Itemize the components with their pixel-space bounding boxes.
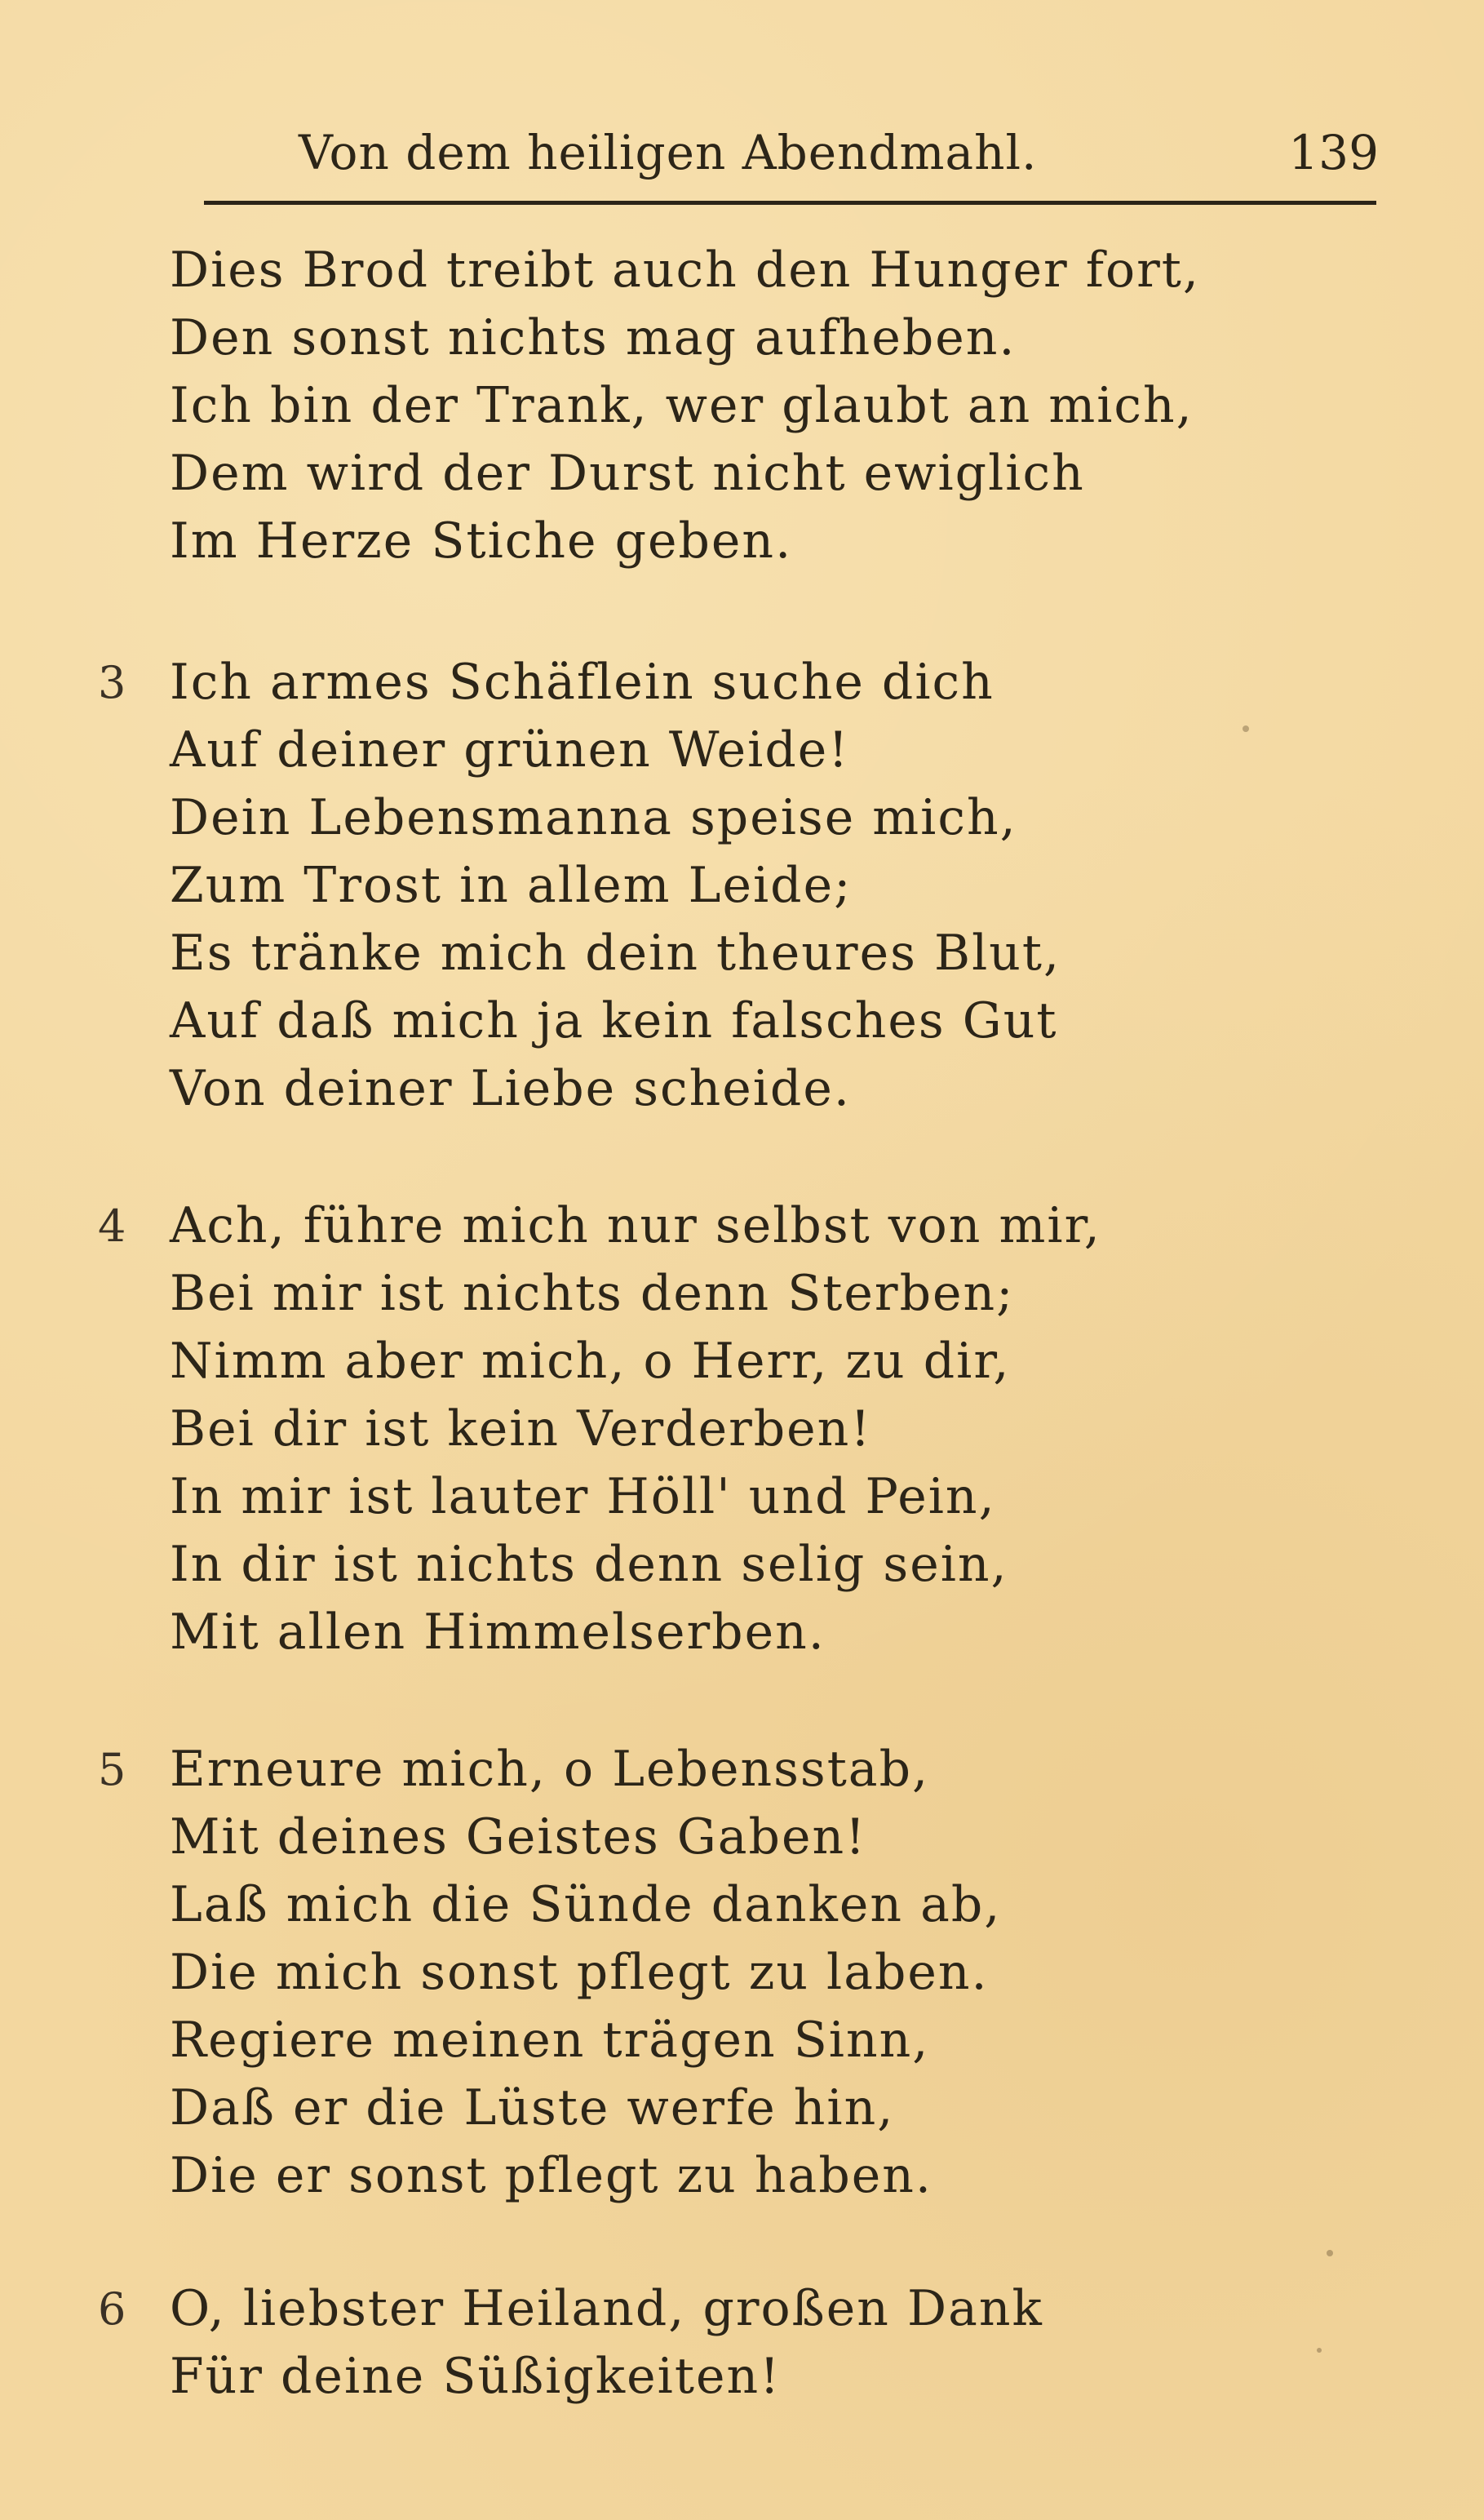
verse-number: 5	[98, 1744, 126, 1795]
verse-line: Die mich sonst pflegt zu laben.	[170, 1944, 989, 2001]
verse-line: O, liebster Heiland, großen Dank	[170, 2280, 1043, 2337]
verse-line: Ich bin der Trank, wer glaubt an mich,	[170, 377, 1194, 434]
verse-line: Dem wird der Durst nicht ewiglich	[170, 445, 1085, 502]
verse-number: 6	[98, 2283, 126, 2335]
header-divider	[204, 201, 1376, 205]
paper-speck	[1317, 2348, 1322, 2353]
verse-line: Daß er die Lüste werfe hin,	[170, 2079, 895, 2136]
verse-line: Im Herze Stiche geben.	[170, 512, 793, 570]
verse-line: Auf daß mich ja kein falsches Gut	[170, 992, 1058, 1049]
paper-speck	[1327, 2250, 1333, 2256]
verse-line: Ach, führe mich nur selbst von mir,	[170, 1197, 1101, 1254]
verse-line: Dein Lebensmanna speise mich,	[170, 789, 1017, 846]
verse-line: Ich armes Schäflein suche dich	[170, 654, 995, 711]
verse-line: Erneure mich, o Lebensstab,	[170, 1741, 930, 1798]
verse-number: 3	[98, 657, 126, 708]
running-head-title: Von dem heiligen Abendmahl.	[299, 125, 1038, 180]
verse-line: Es tränke mich dein theures Blut,	[170, 925, 1061, 982]
verse-line: Mit deines Geistes Gaben!	[170, 1808, 867, 1866]
verse-line: Regiere meinen trägen Sinn,	[170, 2012, 930, 2069]
verse-number: 4	[98, 1200, 126, 1252]
verse-line: Für deine Süßigkeiten!	[170, 2348, 782, 2405]
verse-line: Laß mich die Sünde danken ab,	[170, 1876, 1002, 1933]
verse-lines	[170, 2275, 1371, 2411]
page-number: 139	[1288, 125, 1379, 180]
verse-lines	[170, 649, 1371, 1123]
verse-lines	[170, 1736, 1371, 2210]
verse-line: Mit allen Himmelserben.	[170, 1604, 826, 1661]
page-header	[204, 116, 1379, 189]
verse-lines	[170, 1192, 1371, 1666]
paper-speck	[1243, 725, 1249, 732]
verse-3	[98, 649, 1371, 1123]
verse-line: Auf deiner grünen Weide!	[170, 721, 850, 779]
verse-line: Die er sonst pflegt zu haben.	[170, 2147, 932, 2204]
verse-lines	[170, 237, 1371, 575]
verse-2-continuation	[98, 237, 1371, 575]
verse-line: In dir ist nichts denn selig sein,	[170, 1536, 1008, 1593]
verse-4	[98, 1192, 1371, 1666]
verse-line: In mir ist lauter Höll' und Pein,	[170, 1468, 996, 1525]
verse-line: Den sonst nichts mag aufheben.	[170, 309, 1017, 366]
verse-line: Bei mir ist nichts denn Sterben;	[170, 1265, 1015, 1322]
verse-6	[98, 2275, 1371, 2411]
verse-line: Dies Brod treibt auch den Hunger fort,	[170, 242, 1200, 299]
verse-line: Von deiner Liebe scheide.	[170, 1060, 851, 1117]
verse-line: Bei dir ist kein Verderben!	[170, 1400, 872, 1457]
verse-line: Zum Trost in allem Leide;	[170, 857, 853, 914]
verse-line: Nimm aber mich, o Herr, zu dir,	[170, 1333, 1011, 1390]
verse-5	[98, 1736, 1371, 2210]
